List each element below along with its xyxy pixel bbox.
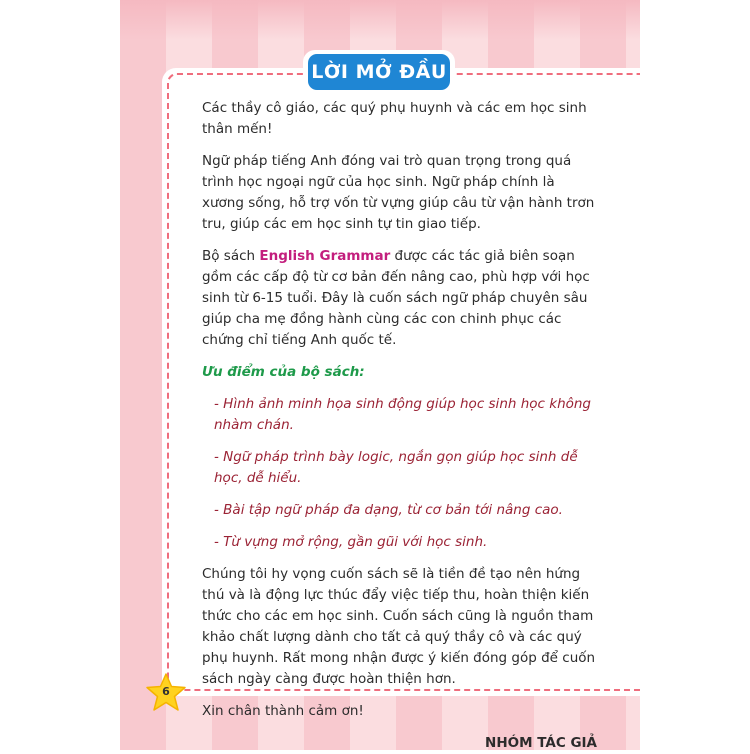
greeting-paragraph: Các thầy cô giáo, các quý phụ huynh và các em học sinh thân mến! <box>202 100 587 137</box>
advantage-item: - Bài tập ngữ pháp đa dạng, từ cơ bản tới nâng cao. <box>214 502 563 518</box>
intro-paragraph: Ngữ pháp tiếng Anh đóng vai trò quan trọng trong quá trình học ngoại ngữ của học sinh. Ngữ pháp chính là xương sống, hỗ trợ vốn từ vựng giúp câu từ vận hành trơn tru, giúp các em học sinh tự tin giao tiếp. <box>202 153 595 232</box>
advantage-item: - Hình ảnh minh họa sinh động giúp học sinh học không nhàm chán. <box>214 396 592 433</box>
para2-prefix: Bộ sách <box>202 248 260 264</box>
advantage-item: - Từ vựng mở rộng, gần gũi với học sinh. <box>214 534 488 550</box>
page-number-star <box>144 672 188 714</box>
advantage-item: - Ngữ pháp trình bày logic, ngắn gọn giúp học sinh dễ học, dễ hiểu. <box>214 449 578 486</box>
content-body <box>202 98 597 754</box>
page-number: 6 <box>162 685 170 698</box>
para2-suffix: được các tác giả biên soạn gồm các cấp độ từ cơ bản đến nâng cao, phù hợp với học sinh từ 6-15 tuổi. Đây là cuốn sách ngữ pháp chuyên sâu giúp cha mẹ đồng hành cùng các con chinh phục các chứng chỉ tiếng Anh quốc tế. <box>202 248 590 348</box>
closing-paragraph: Chúng tôi hy vọng cuốn sách sẽ là tiền đề tạo nên hứng thú và là động lực thúc đẩy việc tiếp thu, hoàn thiện kiến thức cho các em học sinh. Cuốn sách cũng là nguồn tham khảo chất lượng dành cho tất cả quý thầy cô và các quý phụ huynh. Rất mong nhận được ý kiến đóng góp để cuốn sách ngày càng được hoàn thiện hơn. <box>202 566 596 687</box>
title-frame <box>303 50 455 94</box>
page-top-shade <box>120 0 640 40</box>
signature: NHÓM TÁC GIẢ <box>485 735 597 751</box>
page-title: LỜI MỞ ĐẦU <box>308 54 450 90</box>
thanks-line: Xin chân thành cảm ơn! <box>202 703 364 719</box>
book-title-highlight: English Grammar <box>259 248 391 264</box>
book-series-paragraph <box>202 246 597 351</box>
advantages-heading: Ưu điểm của bộ sách: <box>202 364 365 380</box>
